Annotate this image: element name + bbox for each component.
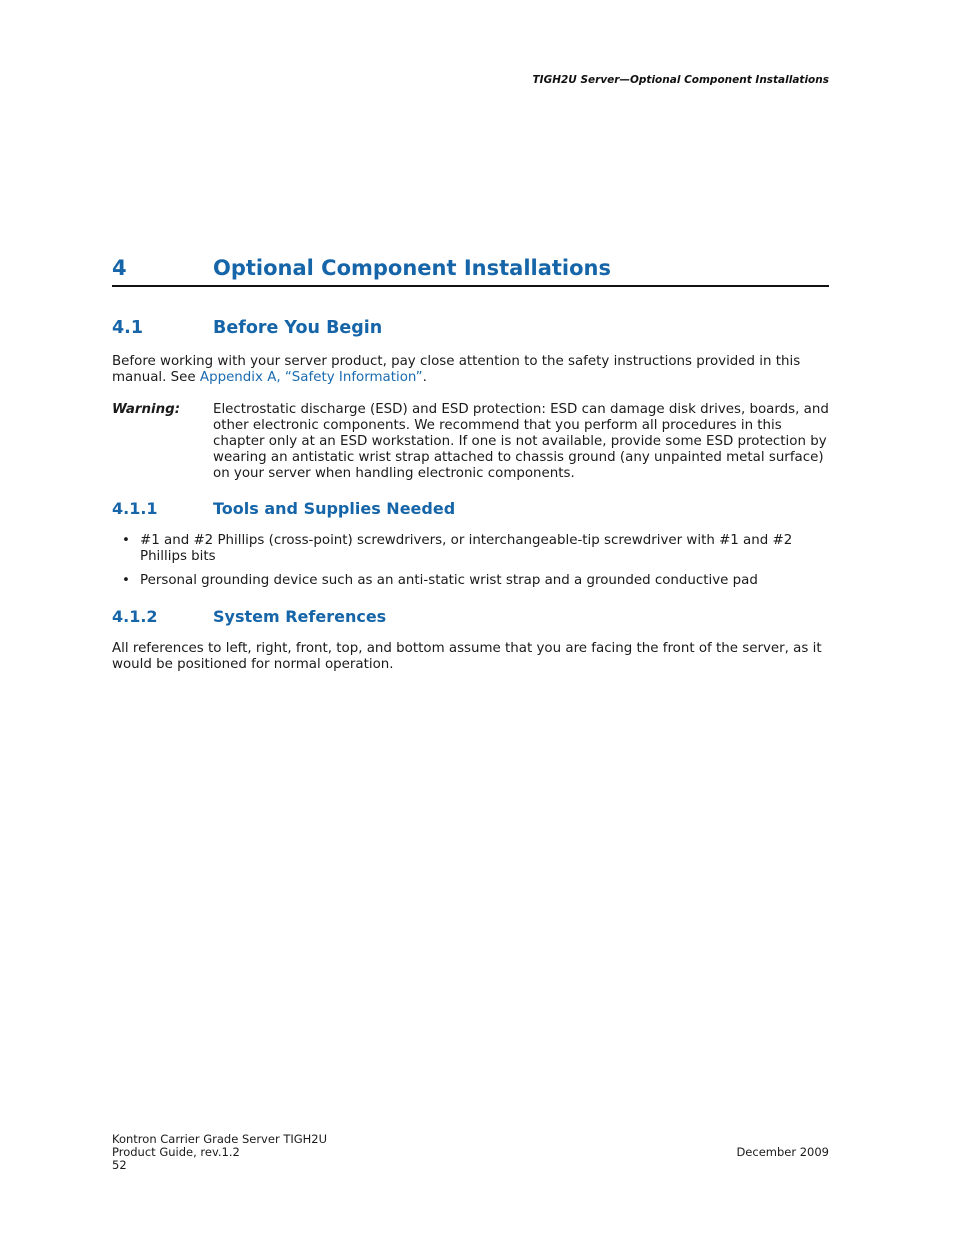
appendix-link[interactable]: Appendix A, “Safety Information” [199,370,423,385]
intro-text: Before working with your server product, pay close attention to the safety instructions provided in this manual. See [112,354,801,385]
section-number: 4.1.2 [112,607,158,626]
system-references-paragraph: All references to left, right, front, top, and bottom assume that you are facing the front of the server, as it would be positioned for normal operation. [112,641,822,672]
chapter-number: 4 [112,256,127,280]
list-item-text: Personal grounding device such as an anti-static wrist strap and a grounded conductive pad [140,573,758,588]
page-number: 52 [112,1158,127,1172]
running-header: TIGH2U Server—Optional Component Installations [532,74,829,86]
section-title: Tools and Supplies Needed [213,499,456,518]
section-title: Before You Begin [213,318,383,338]
chapter-title: Optional Component Installations [213,256,612,280]
section-heading-4-1-1 [112,499,455,518]
footer-guide: Product Guide, rev.1.2 [112,1145,240,1159]
footer-product: Kontron Carrier Grade Server TIGH2U [112,1132,328,1146]
list-item [112,573,832,589]
intro-paragraph [112,354,832,386]
chapter-heading [112,256,829,287]
section-title: System References [213,607,387,626]
warning-label: Warning: [112,402,181,417]
section-number: 4.1.1 [112,499,158,518]
intro-end: . [422,370,427,385]
list-item [112,533,832,565]
bullet-icon: • [122,573,130,588]
section-number: 4.1 [112,318,144,338]
footer-date: December 2009 [736,1145,829,1159]
section-heading-4-1 [112,318,382,338]
bullet-icon: • [122,533,130,548]
page-footer [112,1133,829,1172]
tools-list [112,533,832,597]
warning-text: Electrostatic discharge (ESD) and ESD protection: ESD can damage disk drives, boards, and other electronic components. We recommend that you perform all procedures in this chapter only at an ESD workstation. If one is not available, provide some ESD protection by wearing an antistatic wrist strap attached to chassis ground (any unpainted metal surface) on your server when handling electronic components. [213,402,829,481]
section-heading-4-1-2 [112,607,386,626]
list-item-text: #1 and #2 Phillips (cross-point) screwdrivers, or interchangeable-tip screwdriver with #1 and #2 Phillips bits [140,533,793,564]
